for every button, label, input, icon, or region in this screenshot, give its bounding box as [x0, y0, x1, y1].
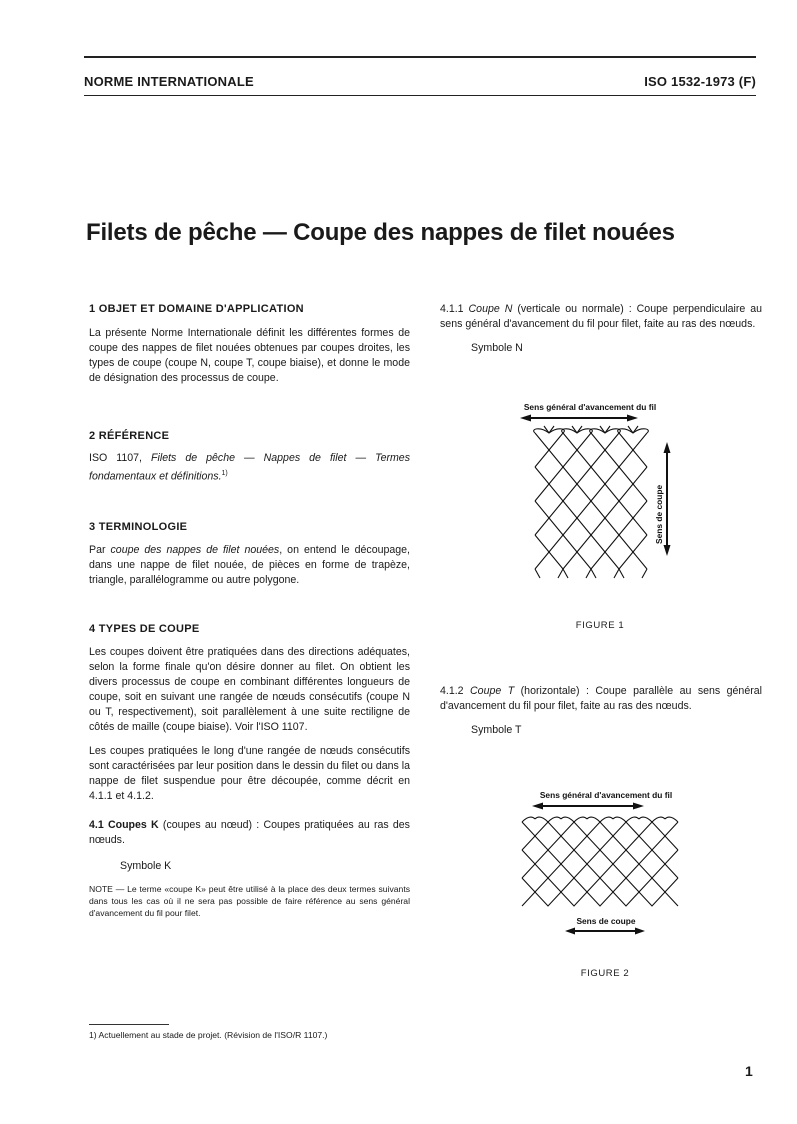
ref-title: Filets de pêche — Nappes de filet — Termes fondamentaux et définitions. [89, 452, 410, 483]
ref-number: ISO 1107, [89, 452, 152, 464]
section-4-title: 4 TYPES DE COUPE [89, 622, 200, 635]
footnote: 1) Actuellement au stade de projet. (Révision de l'ISO/R 1107.) [89, 1030, 328, 1040]
fig2-cut-arrow [565, 928, 645, 935]
right-column [440, 302, 762, 356]
fig1-direction-arrow [520, 415, 638, 422]
section-4-1 [89, 818, 410, 848]
section-3-title: 3 TERMINOLOGIE [89, 520, 188, 533]
s3-term: coupe des nappes de filet nouées [110, 543, 280, 556]
figure-2-caption: FIGURE 2 [580, 968, 630, 979]
s41-rest: (coupes au nœud) : Coupes pratiquées au ras des nœuds. [89, 818, 410, 846]
header-left: NORME INTERNATIONALE [84, 74, 254, 89]
header-right: ISO 1532-1973 (F) [644, 74, 756, 89]
s412-rest: (horizontale) : Coupe parallèle au sens général d'avancement du fil pour filet, faite au ras des nœuds. [440, 685, 762, 712]
s412-num: 4.1.2 [440, 685, 471, 697]
footnote-rule [89, 1024, 169, 1025]
fig1-side-arrow [664, 442, 671, 556]
section-3-body [89, 543, 410, 588]
s411-rest: (verticale ou normale) : Coupe perpendiculaire au sens général d'avancement du fil pour filet, faite au ras des nœuds. [440, 303, 763, 330]
s412-term: Coupe T [470, 685, 515, 697]
fig2-bottom-label: Sens de coupe [576, 916, 636, 926]
s411-term: Coupe N [468, 303, 513, 315]
fig1-net [534, 426, 649, 578]
top-rule [84, 56, 756, 58]
right-column-lower [440, 684, 762, 738]
note-text: NOTE — Le terme «coupe K» peut être utilisé à la place des deux termes suivants dans tous les cas où il ne sera pas possible de faire référence au sens général d'avancement du fil pour filet. [89, 883, 410, 918]
s41-num: 4.1 [89, 818, 108, 831]
fig2-direction-arrow [532, 803, 644, 810]
s3-post: , on entend le découpage, dans une nappe de filet nouée, de pièces en forme de trapèze, triangle, parallélogramme ou autre polygone. [89, 543, 410, 586]
section-4-1-1 [440, 302, 762, 332]
section-2-body [89, 451, 410, 485]
fig1-top-label: Sens général d'avancement du fil [523, 402, 657, 412]
fig2-top-label: Sens général d'avancement du fil [539, 790, 673, 800]
section-4-1-2 [440, 684, 762, 714]
footnote-ref: 1) [221, 470, 228, 477]
fig2-net [522, 817, 678, 906]
section-1-body: La présente Norme Internationale définit les différentes formes de coupe des nappes de filet nouées obtenues par coupes droites, les types de coupe (coupe N, coupe T, coupe biaise), et donne le mode de désignation des processus de coupe. [89, 327, 410, 384]
figure-1 [500, 398, 700, 590]
section-4-para-1: Les coupes doivent être pratiquées dans des directions adéquates, selon la forme finale qu'on désire donner au filet. On obtient les divers processus de coupe en combinant différentes longueurs de coupe, soit en suivant une rangée de nœuds consécutifs (coupe N ou T, respectivement), soit parallèlement à une suite rectiligne de côtés de maille (coupe biaise). Voir l'ISO 1107. [89, 645, 410, 733]
section-4-para-2: Les coupes pratiquées le long d'une rangée de nœuds consécutifs sont caractérisées par leur position dans le dessin du filet ou dans la nappe de filet suspendue pour être découpée, comme décrit en 4.1.1 et 4.1.2. [89, 744, 410, 802]
s41-term: Coupes K [107, 818, 159, 831]
page-number: 1 [745, 1063, 753, 1079]
s411-num: 4.1.1 [440, 303, 469, 315]
page-title: Filets de pêche — Coupe des nappes de filet nouées [86, 219, 675, 246]
symbol-n: Symbole N [471, 342, 523, 354]
header-rule [84, 95, 756, 96]
s3-pre: Par [89, 543, 111, 556]
figure-2 [510, 786, 710, 936]
section-2-title: 2 RÉFÉRENCE [89, 430, 170, 442]
fig1-side-label: Sens de coupe [654, 484, 664, 544]
symbol-t: Symbole T [471, 724, 522, 736]
left-column [89, 303, 410, 919]
figure-1-caption: FIGURE 1 [575, 620, 625, 631]
symbol-k: Symbole K [120, 859, 172, 872]
section-1-title: 1 OBJET ET DOMAINE D'APPLICATION [89, 303, 304, 315]
